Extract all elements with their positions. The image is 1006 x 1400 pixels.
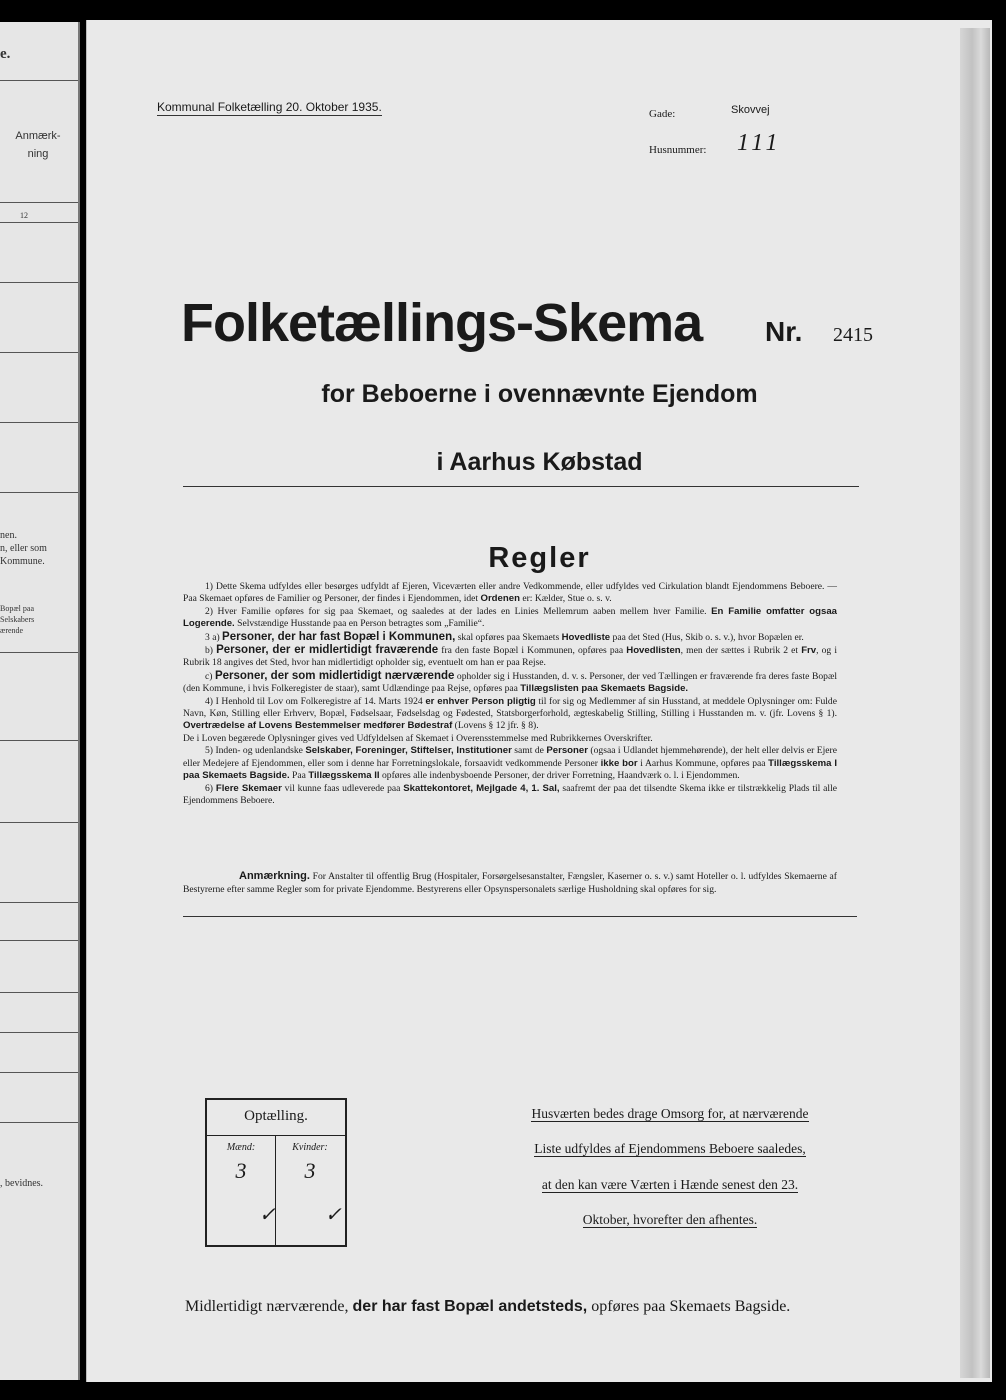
rule-2: 2) Hver Familie opføres for sig paa Skemaet, og saaledes at der lades en Linies Mellemrum aaben mellem hver Familie. En Familie omfatter ogsaa Logerende. Selvstændige Husstande paa en Person betragtes som „Familie“. — [183, 605, 838, 630]
left-fragment: n, eller som — [0, 543, 47, 554]
divider — [183, 916, 857, 917]
checkmark-icon: ✓ — [325, 1204, 342, 1226]
rule-4b: De i Loven begærede Oplysninger gives ved Udfyldelsen af Skemaet i Overensstemmelse med Rubrikkernes Overskrifter. — [183, 732, 653, 744]
left-fragment: nen. — [0, 530, 17, 541]
notice-line-4: Oktober, hvorefter den afhentes. — [582, 1212, 758, 1227]
left-divider — [0, 940, 78, 941]
left-fragment: , bevidnes. — [0, 1178, 44, 1189]
left-divider — [0, 740, 78, 741]
left-heading-line1: Anmærk- — [15, 130, 61, 142]
left-divider — [0, 1032, 78, 1033]
gade-value: Skovvej — [731, 104, 770, 116]
kvinder-count: 3 — [304, 1158, 316, 1183]
left-divider — [0, 902, 78, 903]
maend-count: 3 — [235, 1158, 247, 1183]
left-heading-line2: ning — [27, 148, 49, 160]
rules-text — [183, 581, 837, 807]
left-divider — [0, 202, 78, 203]
census-form-page — [86, 20, 992, 1382]
rule-3a: 3 a) Personer, der har fast Bopæl i Kommunen, skal opføres paa Skemaets Hovedliste paa det Sted (Hus, Skib o. s. v.), hvor Bopælen er. — [205, 630, 804, 643]
left-fragment: Kommune. — [0, 556, 45, 567]
rule-4: 4) I Henhold til Lov om Folkeregistre af 14. Marts 1924 er enhver Person pligtig til for sig og Medlemmer af sin Husstand, at meddele Oplysninger om: Fulde Navn, Køn, Stilling eller Erhverv, Bopæl, Fødselsaar, Fødselsdag og Fødested, Statsborgerforhold, ægteskabelig Stilling, Stilling i Husstanden m. v. (jfr. Lovens § 1). Overtrædelse af Lovens Bestemmelser medfører Bødestraf (Lovens § 12 jfr. § 8). — [183, 695, 837, 732]
anmaerkning — [183, 870, 837, 896]
rule-6: 6) Flere Skemaer vil kunne faas udleverede paa Skattekontoret, Mejlgade 4, 1. Sal, saafremt der paa det tilsendte Skema ikke er tilstrækkelig Plads til alle Ejendommens Beboere. — [183, 782, 837, 806]
left-divider — [0, 1072, 78, 1073]
gade-label: Gade: — [649, 108, 676, 120]
form-subtitle: for Beboerne i ovennævnte Ejendom — [321, 380, 758, 408]
left-top-fragment: e. — [0, 46, 11, 62]
optaelling-box — [205, 1098, 347, 1247]
anmaerkning-label: Anmærkning. — [239, 870, 310, 882]
left-divider — [0, 282, 78, 283]
left-divider — [0, 822, 78, 823]
left-divider — [0, 492, 78, 493]
rule-3b: b) Personer, der er midlertidigt fraværende fra den faste Bopæl i Kommunen, opføres paa Hovedlisten, men der sættes i Rubrik 2 et Frv, og i Rubrik 18 angives det Sted, hvor han midlertidigt opholder sig, eventuelt om han er paa Rejse. — [183, 644, 837, 669]
left-fragment: ærende — [0, 626, 24, 635]
kvinder-label: Kvinder: — [292, 1142, 328, 1153]
page-edge — [960, 28, 990, 1378]
anmaerkning-text: For Anstalter til offentlig Brug (Hospitaler, Forsørgelsesanstalter, Fængsler, Kaserner o. s. v.) samt Hoteller o. l. udfyldes Skemaerne af Bestyrerne efter samme Regler som for private Ejendomme. Bestyrerens eller Opsynspersonalets særlige Husholdning skal opføres for sig. — [183, 871, 837, 895]
left-divider — [0, 992, 78, 993]
notice-line-2: Liste udfyldes af Ejendommens Beboere saaledes, — [534, 1141, 806, 1156]
rule-3c: c) Personer, der som midlertidigt nærværende opholder sig i Husstanden, d. v. s. Personer, der ved Tællingen er fraværende fra deres faste Bopæl (den Kommune, i hvis Folkeregister de staar), samt Udlændinge paa Rejse, opføres paa Tillægslisten paa Skemaets Bagside. — [183, 669, 838, 695]
left-divider — [0, 352, 78, 353]
left-divider — [0, 652, 78, 653]
nr-label: Nr. — [765, 316, 803, 347]
rule-1: 1) Dette Skema udfyldes eller besørges udfyldt af Ejeren, Viceværten eller andre Vedkommende, eller udfyldes ved Cirkulation blandt Ejendommens Beboere. — Paa Skemaet opføres de Familier og Personer, der findes i Ejendommen, idet Ordenen er: Kælder, Stue o. s. v. — [183, 581, 837, 605]
divider — [183, 486, 859, 487]
rules-title: Regler — [488, 542, 591, 574]
form-number: 2415 — [833, 324, 873, 346]
rule-5: 5) Inden- og udenlandske Selskaber, Foreninger, Stiftelser, Institutioner samt de Personer (ogsaa i Udlandet hjemmehørende), der helt eller delvis er Ejere eller Medejere af Ejendommen, eller som i denne har Forretningslokale, forsaavidt vedkommende Personer ikke bor i Aarhus Kommune, opføres paa Tillægsskema I paa Skemaets Bagside. Paa Tillægsskema II opføres alle indenbysboende Personer, der driver Forretning, Haandværk o. l. i Ejendommen. — [183, 745, 837, 782]
left-fragment: Selskabers — [0, 615, 35, 624]
left-divider — [0, 422, 78, 423]
left-divider — [0, 222, 78, 223]
optaelling-title: Optælling. — [244, 1108, 308, 1124]
left-divider — [0, 1122, 78, 1123]
census-header: Kommunal Folketælling 20. Oktober 1935. — [157, 100, 382, 114]
left-divider — [0, 80, 78, 81]
maend-label: Mænd: — [226, 1142, 256, 1153]
form-title: Folketællings-Skema — [181, 293, 703, 353]
left-page-fragment — [0, 22, 80, 1380]
husnummer-label: Husnummer: — [649, 144, 707, 156]
left-column-number: 12 — [20, 211, 28, 220]
left-fragment: Bopæl paa — [0, 604, 34, 613]
form-location: i Aarhus Købstad — [436, 448, 643, 476]
checkmark-icon: ✓ — [259, 1204, 276, 1226]
footer-note: Midlertidigt nærværende, der har fast Bopæl andetsteds, opføres paa Skemaets Bagside. — [185, 1298, 791, 1315]
notice-line-1: Husværten bedes drage Omsorg for, at nærværende — [531, 1106, 809, 1121]
box-divider — [207, 1135, 345, 1136]
notice-line-3: at den kan være Værten i Hænde senest den 23. — [541, 1177, 799, 1192]
husnummer-value: 111 — [737, 130, 782, 156]
